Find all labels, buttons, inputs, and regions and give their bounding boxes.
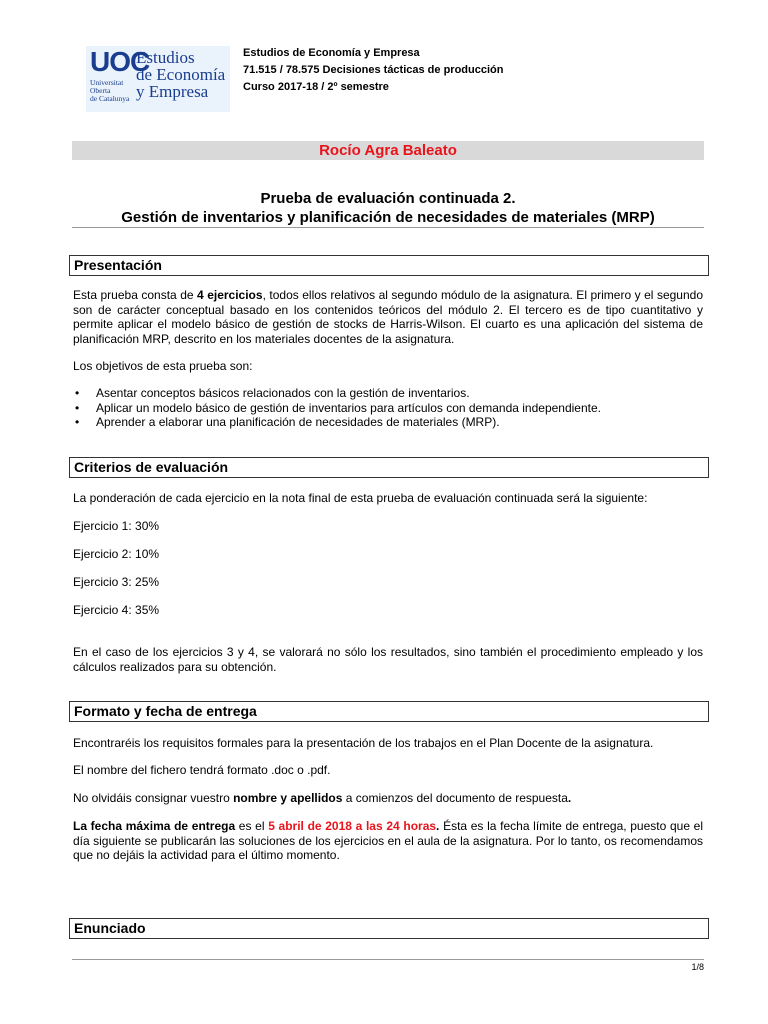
author-name: Rocío Agra Baleato — [72, 141, 704, 160]
header-course-code: 71.515 / 78.575 Decisiones tácticas de producción — [243, 64, 504, 76]
criteria-note: En el caso de los ejercicios 3 y 4, se valorará no sólo los resultados, sino también el procedimiento empleado y los cálculos realizados para su obtención. — [73, 645, 703, 674]
logo-university: Universitat Oberta de Catalunya — [90, 78, 130, 103]
section-heading-presentacion: Presentación — [69, 255, 709, 276]
section-heading-enunciado: Enunciado — [69, 918, 709, 939]
list-item: • Aprender a elaborar una planificación de necesidades de materiales (MRP). — [73, 415, 703, 430]
weight-item: Ejercicio 4: 35% — [73, 603, 160, 617]
section-heading-formato: Formato y fecha de entrega — [69, 701, 709, 722]
logo-faculty: Estudios de Economía y Empresa — [136, 48, 226, 101]
header-academic-year: Curso 2017-18 / 2º semestre — [243, 81, 389, 93]
presentation-paragraph: Esta prueba consta de 4 ejercicios, todos ellos relativos al segundo módulo de la asignatura. El primero y el segundo son de carácter conceptual basado en los contenidos teóricos del módulo 2. El tercero es de tipo cuantitativo y permite aplicar el modelo básico de gestión de stocks de Harris-Wilson. El cuarto es una aplicación del sistema de planificación MRP, descrito en los materiales docentes de la asignatura. — [73, 288, 703, 346]
logo-mark: UOC — [90, 46, 150, 77]
document-title: Prueba de evaluación continuada 2. Gestión de inventarios y planificación de necesidades de materiales (MRP) — [121, 190, 655, 226]
weight-item: Ejercicio 2: 10% — [73, 547, 160, 561]
page-number: 1/8 — [691, 962, 704, 972]
objectives-list — [73, 386, 703, 430]
weight-item: Ejercicio 3: 25% — [73, 575, 160, 589]
course-header — [243, 45, 503, 96]
format-paragraph-2: El nombre del fichero tendrá formato .doc o .pdf. — [73, 763, 331, 777]
title-divider — [72, 227, 704, 228]
list-item: • Asentar conceptos básicos relacionados con la gestión de inventarios. — [73, 386, 703, 401]
format-paragraph-1: Encontraréis los requisitos formales para la presentación de los trabajos en el Plan Docente de la asignatura. — [73, 736, 654, 750]
header-faculty: Estudios de Economía y Empresa — [243, 47, 420, 59]
criteria-intro: La ponderación de cada ejercicio en la nota final de esta prueba de evaluación continuada será la siguiente: — [73, 491, 648, 505]
deadline-paragraph: La fecha máxima de entrega es el 5 abril de 2018 a las 24 horas. Ésta es la fecha límite de entrega, puesto que el día siguiente se publicarán las soluciones de los ejercicios en el aula de la asignatura. Por lo tanto, os recomendamos que no dejáis la actividad para el último momento. — [73, 819, 704, 863]
objectives-intro: Los objetivos de esta prueba son: — [73, 359, 253, 373]
format-paragraph-3: No olvidáis consignar vuestro nombre y apellidos a comienzos del documento de respuesta. — [73, 791, 572, 805]
weight-item: Ejercicio 1: 30% — [73, 519, 160, 533]
list-item: • Aplicar un modelo básico de gestión de inventarios para artículos con demanda independiente. — [73, 401, 703, 416]
section-heading-criterios: Criterios de evaluación — [69, 457, 709, 478]
footer-divider — [72, 959, 704, 960]
uoc-logo — [86, 46, 230, 112]
deadline-date: 5 abril de 2018 a las 24 horas — [268, 819, 437, 833]
